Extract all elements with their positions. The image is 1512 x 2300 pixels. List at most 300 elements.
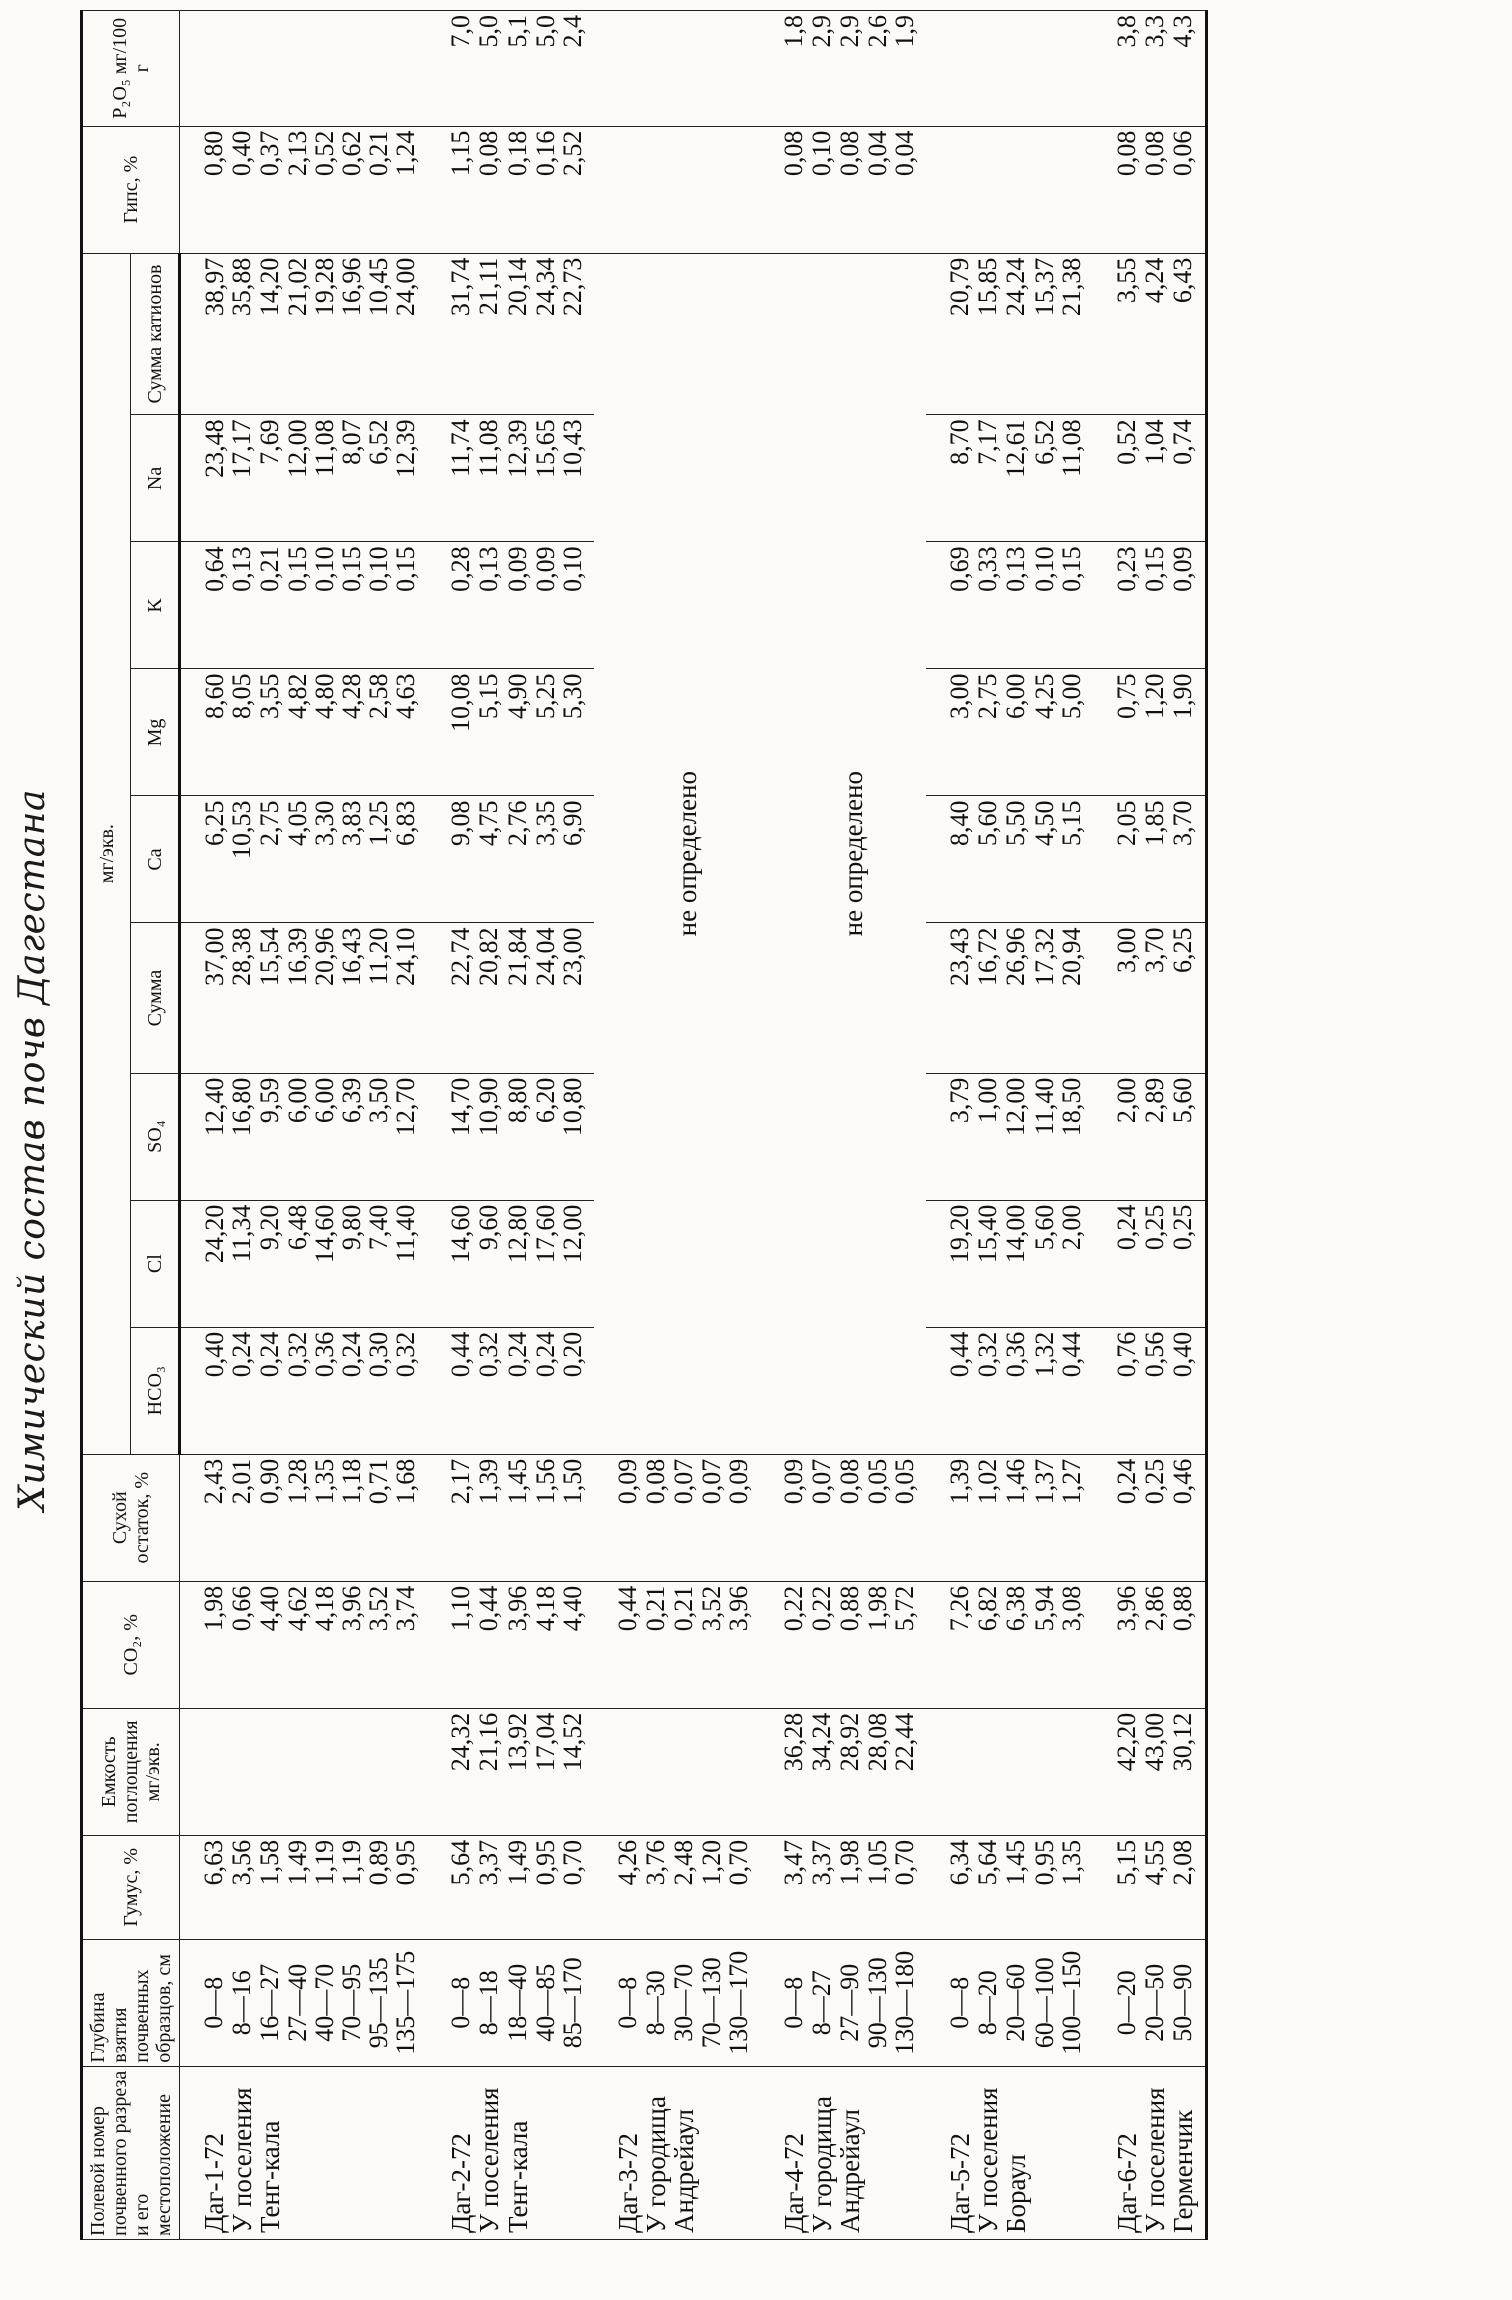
soil-chemistry-table [80, 10, 1208, 2240]
so4-cell: 16,80 [228, 1073, 256, 1200]
asum-cell: 26,96 [1002, 923, 1030, 1073]
na-cell: 8,70 [926, 415, 974, 542]
res-cell: 0,25 [1141, 1454, 1169, 1581]
p2o5-cell [1002, 11, 1030, 127]
site-cell: Даг-3-72 [594, 2066, 642, 2239]
na-cell: 15,65 [532, 415, 559, 542]
table-row [228, 11, 256, 2240]
res-cell: 1,35 [311, 1454, 338, 1581]
so4-cell: 12,00 [1002, 1073, 1030, 1200]
res-cell: 0,08 [836, 1454, 864, 1581]
humus-cell: 3,56 [228, 1835, 256, 1939]
cl-cell: 24,20 [180, 1200, 229, 1327]
ca-cell: 3,35 [532, 796, 559, 923]
asum-cell: 23,00 [559, 923, 594, 1073]
humus-cell: 5,64 [427, 1835, 475, 1939]
cap-cell [642, 1708, 670, 1835]
hco3-cell: 0,32 [475, 1327, 503, 1454]
site-cell [392, 2066, 427, 2239]
humus-cell: 1,19 [338, 1835, 365, 1939]
site-cell: Герменчик [1169, 2066, 1207, 2239]
site-cell: Даг-2-72 [427, 2066, 475, 2239]
hco3-cell: 1,32 [1031, 1327, 1058, 1454]
table-row [284, 11, 311, 2240]
cl-cell: 2,00 [1058, 1200, 1093, 1327]
cap-cell: 24,32 [427, 1708, 475, 1835]
depth-cell: 90—130 [864, 1939, 891, 2066]
csum-cell: 10,45 [365, 253, 392, 415]
k-cell: 0,69 [926, 542, 974, 669]
cl-cell: 0,25 [1141, 1200, 1169, 1327]
csum-cell: 15,85 [974, 253, 1002, 415]
humus-cell: 0,95 [532, 1835, 559, 1939]
co2-cell: 0,66 [228, 1581, 256, 1708]
gyps-cell [1002, 126, 1030, 253]
co2-cell: 0,22 [808, 1581, 836, 1708]
ca-cell: 2,05 [1093, 796, 1141, 923]
k-cell: 0,23 [1093, 542, 1141, 669]
gyps-cell: 0,08 [475, 126, 503, 253]
site-cell: У поселения [1141, 2066, 1169, 2239]
hco3-cell: 0,44 [1058, 1327, 1093, 1454]
k-cell: 0,15 [392, 542, 427, 669]
humus-cell: 3,37 [475, 1835, 503, 1939]
csum-cell: 24,34 [532, 253, 559, 415]
co2-cell: 4,40 [559, 1581, 594, 1708]
co2-cell: 3,08 [1058, 1581, 1093, 1708]
p2o5-cell [284, 11, 311, 127]
humus-cell: 6,63 [180, 1835, 229, 1939]
cap-cell [228, 1708, 256, 1835]
table-row [974, 11, 1002, 2240]
na-cell: 17,17 [228, 415, 256, 542]
res-cell: 0,09 [725, 1454, 760, 1581]
depth-cell: 27—40 [284, 1939, 311, 2066]
gyps-cell: 0,37 [256, 126, 284, 253]
depth-cell: 40—85 [532, 1939, 559, 2066]
humus-cell: 1,58 [256, 1835, 284, 1939]
cap-cell [670, 1708, 698, 1835]
not-determined-label: не определено [594, 253, 760, 1454]
hco3-cell: 0,32 [284, 1327, 311, 1454]
table-row [926, 11, 974, 2240]
res-cell: 0,07 [698, 1454, 725, 1581]
site-cell: Даг-6-72 [1093, 2066, 1141, 2239]
hco3-cell: 0,56 [1141, 1327, 1169, 1454]
csum-cell: 20,14 [504, 253, 532, 415]
depth-cell: 0—8 [760, 1939, 808, 2066]
co2-cell: 4,18 [311, 1581, 338, 1708]
co2-cell: 3,52 [365, 1581, 392, 1708]
depth-cell: 135—175 [392, 1939, 427, 2066]
gyps-cell: 1,24 [392, 126, 427, 253]
ca-cell: 6,90 [559, 796, 594, 923]
header-field: Полевой номер почвенного разреза и его местоположение [82, 2066, 180, 2239]
co2-cell: 0,22 [760, 1581, 808, 1708]
site-cell: У городища [808, 2066, 836, 2239]
gyps-cell [725, 126, 760, 253]
cl-cell: 6,48 [284, 1200, 311, 1327]
site-cell: Даг-5-72 [926, 2066, 974, 2239]
res-cell: 1,46 [1002, 1454, 1030, 1581]
gyps-cell: 0,08 [1093, 126, 1141, 253]
site-cell [1031, 2066, 1058, 2239]
co2-cell: 5,72 [891, 1581, 926, 1708]
cap-cell: 36,28 [760, 1708, 808, 1835]
humus-cell: 0,95 [392, 1835, 427, 1939]
table-row [475, 11, 503, 2240]
humus-cell: 0,95 [1031, 1835, 1058, 1939]
co2-cell: 4,62 [284, 1581, 311, 1708]
p2o5-cell [392, 11, 427, 127]
depth-cell: 8—27 [808, 1939, 836, 2066]
gyps-cell [926, 126, 974, 253]
na-cell: 12,00 [284, 415, 311, 542]
hco3-cell: 0,40 [1169, 1327, 1207, 1454]
table-row [1058, 11, 1093, 2240]
k-cell: 0,10 [1031, 542, 1058, 669]
asum-cell: 16,43 [338, 923, 365, 1073]
co2-cell: 1,98 [180, 1581, 229, 1708]
mg-cell: 0,75 [1093, 669, 1141, 796]
so4-cell: 8,80 [504, 1073, 532, 1200]
table-row [760, 11, 808, 2240]
mg-cell: 2,75 [974, 669, 1002, 796]
res-cell: 1,68 [392, 1454, 427, 1581]
header-so4: SO₄ [131, 1073, 180, 1200]
co2-cell: 1,10 [427, 1581, 475, 1708]
ca-cell: 6,25 [180, 796, 229, 923]
ca-cell: 5,60 [974, 796, 1002, 923]
header-gyps: Гипс, % [82, 126, 180, 253]
humus-cell: 2,48 [670, 1835, 698, 1939]
res-cell: 0,24 [1093, 1454, 1141, 1581]
gyps-cell: 0,08 [760, 126, 808, 253]
humus-cell: 5,64 [974, 1835, 1002, 1939]
so4-cell: 14,70 [427, 1073, 475, 1200]
site-cell: Андрейаул [836, 2066, 864, 2239]
p2o5-cell: 4,3 [1169, 11, 1207, 127]
header-anion-sum: Сумма [131, 923, 180, 1073]
res-cell: 1,45 [504, 1454, 532, 1581]
cl-cell: 0,25 [1169, 1200, 1207, 1327]
ca-cell: 9,08 [427, 796, 475, 923]
humus-cell: 4,55 [1141, 1835, 1169, 1939]
k-cell: 0,09 [1169, 542, 1207, 669]
table-row [1093, 11, 1141, 2240]
mg-cell: 4,90 [504, 669, 532, 796]
cl-cell: 9,20 [256, 1200, 284, 1327]
depth-cell: 0—8 [427, 1939, 475, 2066]
site-cell: Даг-4-72 [760, 2066, 808, 2239]
hco3-cell: 0,24 [532, 1327, 559, 1454]
gyps-cell: 2,52 [559, 126, 594, 253]
cl-cell: 12,00 [559, 1200, 594, 1327]
page-title: Химический состав почв Дагестана [12, 789, 53, 1511]
csum-cell: 15,37 [1031, 253, 1058, 415]
depth-cell: 30—70 [670, 1939, 698, 2066]
mg-cell: 3,55 [256, 669, 284, 796]
hco3-cell: 0,30 [365, 1327, 392, 1454]
mg-cell: 4,80 [311, 669, 338, 796]
hco3-cell: 0,44 [427, 1327, 475, 1454]
res-cell: 0,09 [760, 1454, 808, 1581]
p2o5-cell: 3,8 [1093, 11, 1141, 127]
depth-cell: 16—27 [256, 1939, 284, 2066]
not-determined-label: не определено [760, 253, 926, 1454]
cap-cell: 30,12 [1169, 1708, 1207, 1835]
depth-cell: 60—100 [1031, 1939, 1058, 2066]
site-cell: Тенг-кала [504, 2066, 532, 2239]
humus-cell: 4,26 [594, 1835, 642, 1939]
gyps-cell [594, 126, 642, 253]
cl-cell: 11,40 [392, 1200, 427, 1327]
csum-cell: 22,73 [559, 253, 594, 415]
asum-cell: 16,72 [974, 923, 1002, 1073]
gyps-cell: 0,08 [1141, 126, 1169, 253]
humus-cell: 0,70 [725, 1835, 760, 1939]
mg-cell: 4,25 [1031, 669, 1058, 796]
ca-cell: 1,25 [365, 796, 392, 923]
csum-cell: 24,00 [392, 253, 427, 415]
site-cell: У поселения [475, 2066, 503, 2239]
ca-cell: 4,05 [284, 796, 311, 923]
co2-cell: 0,88 [836, 1581, 864, 1708]
p2o5-cell: 5,0 [532, 11, 559, 127]
so4-cell: 12,70 [392, 1073, 427, 1200]
humus-cell: 2,08 [1169, 1835, 1207, 1939]
humus-cell: 0,70 [559, 1835, 594, 1939]
site-cell [1058, 2066, 1093, 2239]
table-row [1002, 11, 1030, 2240]
gyps-cell: 0,04 [891, 126, 926, 253]
site-cell [864, 2066, 891, 2239]
asum-cell: 3,00 [1093, 923, 1141, 1073]
k-cell: 0,15 [1058, 542, 1093, 669]
humus-cell: 3,76 [642, 1835, 670, 1939]
depth-cell: 130—170 [725, 1939, 760, 2066]
hco3-cell: 0,36 [311, 1327, 338, 1454]
depth-cell: 95—135 [365, 1939, 392, 2066]
site-cell: Тенг-кала [256, 2066, 284, 2239]
table-row [256, 11, 284, 2240]
csum-cell: 31,74 [427, 253, 475, 415]
site-cell [725, 2066, 760, 2239]
co2-cell: 4,18 [532, 1581, 559, 1708]
hco3-cell: 0,76 [1093, 1327, 1141, 1454]
co2-cell: 3,96 [725, 1581, 760, 1708]
cap-cell [311, 1708, 338, 1835]
k-cell: 0,15 [338, 542, 365, 669]
na-cell: 0,74 [1169, 415, 1207, 542]
ca-cell: 4,50 [1031, 796, 1058, 923]
table-row [392, 11, 427, 2240]
cap-cell [284, 1708, 311, 1835]
gyps-cell [642, 126, 670, 253]
co2-cell: 0,44 [594, 1581, 642, 1708]
res-cell: 1,28 [284, 1454, 311, 1581]
cl-cell: 14,60 [427, 1200, 475, 1327]
cap-cell [926, 1708, 974, 1835]
res-cell: 0,05 [891, 1454, 926, 1581]
csum-cell: 21,02 [284, 253, 311, 415]
depth-cell: 27—90 [836, 1939, 864, 2066]
table-row [532, 11, 559, 2240]
csum-cell: 19,28 [311, 253, 338, 415]
csum-cell: 21,38 [1058, 253, 1093, 415]
res-cell: 1,18 [338, 1454, 365, 1581]
table-row [1031, 11, 1058, 2240]
mg-cell: 1,90 [1169, 669, 1207, 796]
header-residue: Сухой остаток, % [82, 1454, 180, 1581]
asum-cell: 15,54 [256, 923, 284, 1073]
k-cell: 0,13 [1002, 542, 1030, 669]
so4-cell: 2,89 [1141, 1073, 1169, 1200]
csum-cell: 6,43 [1169, 253, 1207, 415]
mg-cell: 8,05 [228, 669, 256, 796]
p2o5-cell [926, 11, 974, 127]
site-cell [532, 2066, 559, 2239]
res-cell: 0,07 [670, 1454, 698, 1581]
mg-cell: 4,82 [284, 669, 311, 796]
csum-cell: 21,11 [475, 253, 503, 415]
co2-cell: 5,94 [1031, 1581, 1058, 1708]
header-ca: Ca [131, 796, 180, 923]
p2o5-cell: 2,6 [864, 11, 891, 127]
header-cl: Cl [131, 1200, 180, 1327]
co2-cell: 0,21 [642, 1581, 670, 1708]
site-cell [559, 2066, 594, 2239]
gyps-cell: 0,40 [228, 126, 256, 253]
humus-cell: 3,47 [760, 1835, 808, 1939]
mg-cell: 5,25 [532, 669, 559, 796]
depth-cell: 20—50 [1141, 1939, 1169, 2066]
cap-cell [725, 1708, 760, 1835]
site-cell: Бораул [1002, 2066, 1030, 2239]
cl-cell: 0,24 [1093, 1200, 1141, 1327]
site-cell: Андрейаул [670, 2066, 698, 2239]
na-cell: 11,08 [311, 415, 338, 542]
site-cell: У городища [642, 2066, 670, 2239]
hco3-cell: 0,24 [504, 1327, 532, 1454]
co2-cell: 0,21 [670, 1581, 698, 1708]
so4-cell: 11,40 [1031, 1073, 1058, 1200]
hco3-cell: 0,24 [228, 1327, 256, 1454]
gyps-cell: 0,04 [864, 126, 891, 253]
p2o5-cell [670, 11, 698, 127]
gyps-cell [698, 126, 725, 253]
co2-cell: 3,96 [504, 1581, 532, 1708]
cap-cell [180, 1708, 229, 1835]
asum-cell: 21,84 [504, 923, 532, 1073]
k-cell: 0,09 [504, 542, 532, 669]
gyps-cell [1031, 126, 1058, 253]
p2o5-cell [180, 11, 229, 127]
depth-cell: 0—8 [594, 1939, 642, 2066]
cap-cell: 17,04 [532, 1708, 559, 1835]
header-meq: мг/экв. [82, 253, 131, 1454]
cl-cell: 7,40 [365, 1200, 392, 1327]
res-cell: 1,39 [475, 1454, 503, 1581]
asum-cell: 24,04 [532, 923, 559, 1073]
na-cell: 11,74 [427, 415, 475, 542]
depth-cell: 20—60 [1002, 1939, 1030, 2066]
cl-cell: 5,60 [1031, 1200, 1058, 1327]
ca-cell: 2,76 [504, 796, 532, 923]
so4-cell: 3,79 [926, 1073, 974, 1200]
gyps-cell: 0,16 [532, 126, 559, 253]
gyps-cell: 0,52 [311, 126, 338, 253]
depth-cell: 70—95 [338, 1939, 365, 2066]
so4-cell: 3,50 [365, 1073, 392, 1200]
ca-cell: 3,30 [311, 796, 338, 923]
cl-cell: 12,80 [504, 1200, 532, 1327]
asum-cell: 16,39 [284, 923, 311, 1073]
humus-cell: 6,34 [926, 1835, 974, 1939]
cap-cell [338, 1708, 365, 1835]
table-row [338, 11, 365, 2240]
site-cell [338, 2066, 365, 2239]
humus-cell: 1,35 [1058, 1835, 1093, 1939]
depth-cell: 8—16 [228, 1939, 256, 2066]
asum-cell: 20,82 [475, 923, 503, 1073]
humus-cell: 0,89 [365, 1835, 392, 1939]
na-cell: 10,43 [559, 415, 594, 542]
ca-cell: 6,83 [392, 796, 427, 923]
asum-cell: 11,20 [365, 923, 392, 1073]
header-depth: Глубина взятия почвенных образцов, см [82, 1939, 180, 2066]
co2-cell: 0,88 [1169, 1581, 1207, 1708]
depth-cell: 50—90 [1169, 1939, 1207, 2066]
k-cell: 0,13 [228, 542, 256, 669]
table-row [504, 11, 532, 2240]
so4-cell: 6,00 [284, 1073, 311, 1200]
ca-cell: 4,75 [475, 796, 503, 923]
mg-cell: 8,60 [180, 669, 229, 796]
asum-cell: 20,96 [311, 923, 338, 1073]
p2o5-cell: 1,8 [760, 11, 808, 127]
humus-cell: 1,20 [698, 1835, 725, 1939]
ca-cell: 5,50 [1002, 796, 1030, 923]
k-cell: 0,09 [532, 542, 559, 669]
ca-cell: 5,15 [1058, 796, 1093, 923]
header-p2o5: P₂O₅ мг/100 г [82, 11, 180, 127]
p2o5-cell: 2,4 [559, 11, 594, 127]
so4-cell: 6,00 [311, 1073, 338, 1200]
k-cell: 0,15 [284, 542, 311, 669]
p2o5-cell [725, 11, 760, 127]
so4-cell: 12,40 [180, 1073, 229, 1200]
res-cell: 2,43 [180, 1454, 229, 1581]
gyps-cell [670, 126, 698, 253]
co2-cell: 6,82 [974, 1581, 1002, 1708]
p2o5-cell [974, 11, 1002, 127]
table-row [311, 11, 338, 2240]
cap-cell: 13,92 [504, 1708, 532, 1835]
ca-cell: 2,75 [256, 796, 284, 923]
so4-cell: 6,20 [532, 1073, 559, 1200]
ca-cell: 8,40 [926, 796, 974, 923]
cl-cell: 15,40 [974, 1200, 1002, 1327]
co2-cell: 3,96 [338, 1581, 365, 1708]
na-cell: 7,69 [256, 415, 284, 542]
depth-cell: 85—170 [559, 1939, 594, 2066]
k-cell: 0,13 [475, 542, 503, 669]
res-cell: 0,09 [594, 1454, 642, 1581]
res-cell: 2,01 [228, 1454, 256, 1581]
so4-cell: 6,39 [338, 1073, 365, 1200]
res-cell: 2,17 [427, 1454, 475, 1581]
